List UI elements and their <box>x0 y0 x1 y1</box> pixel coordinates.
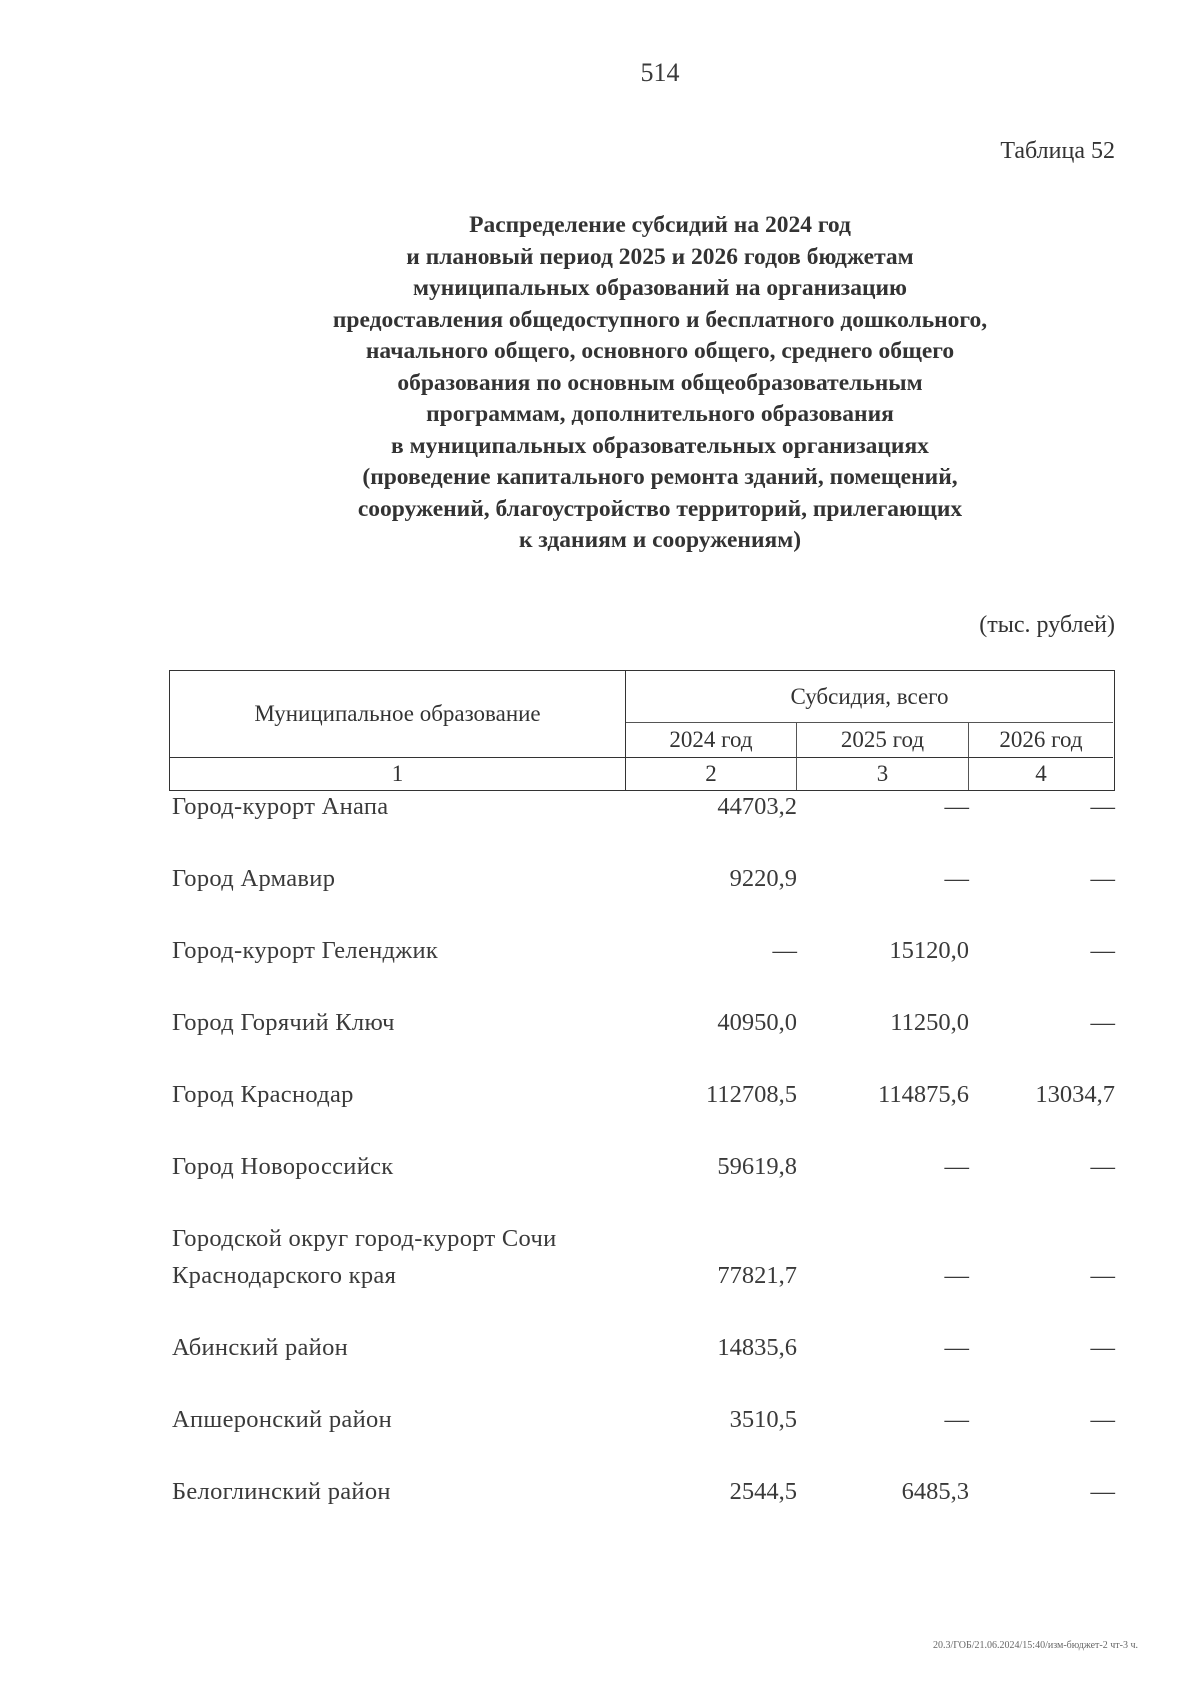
header-year-2025: 2025 год <box>797 723 969 758</box>
municipality-name: Белоглинский район <box>172 1478 391 1505</box>
value-2026: — <box>1090 1478 1115 1505</box>
document-title <box>160 210 1160 557</box>
value-2026: — <box>1090 937 1115 964</box>
municipality-name <box>172 1220 636 1294</box>
title-line: сооружений, благоустройство территорий, прилегающих <box>357 495 963 522</box>
title-line: образования по основным общеобразовательным <box>397 369 923 396</box>
column-number: 2 <box>626 758 797 790</box>
municipality-name: Город Горячий Ключ <box>172 1009 395 1036</box>
value-2025: 6485,3 <box>901 1478 969 1505</box>
value-2026: — <box>1090 1406 1115 1433</box>
column-number: 4 <box>1035 761 1047 786</box>
table-row <box>172 1004 1115 1041</box>
value-2026: 13034,7 <box>1035 1081 1115 1108</box>
table-row <box>172 788 1115 825</box>
value-2025: 114875,6 <box>878 1081 969 1108</box>
value-2026: — <box>1090 1334 1115 1361</box>
value-2024: 59619,8 <box>717 1153 797 1180</box>
value-2024: — <box>772 937 797 964</box>
table-row <box>172 1329 1115 1366</box>
value-2025: 11250,0 <box>890 1009 969 1036</box>
municipality-name: Город Армавир <box>172 865 336 892</box>
title-line: программам, дополнительного образования <box>426 401 894 427</box>
value-2025: 15120,0 <box>889 937 969 964</box>
table-row <box>172 1220 1115 1294</box>
title-line: муниципальных образований на организацию <box>413 275 907 301</box>
municipality-name: Город-курорт Анапа <box>172 793 389 820</box>
table-body <box>172 788 1115 1545</box>
table-label: Таблица 52 <box>1000 138 1115 164</box>
value-2024: 44703,2 <box>717 793 797 820</box>
document-footer-code: 20.3/ГОБ/21.06.2024/15:40/изм-бюджет-2 чт-3 ч. <box>932 1640 1138 1651</box>
table-row <box>172 1148 1115 1185</box>
value-2025: — <box>944 1334 969 1361</box>
table-row <box>172 932 1115 969</box>
municipality-name-line: Городской округ город-курорт Сочи <box>172 1225 557 1252</box>
column-number: 1 <box>170 758 626 790</box>
municipality-name-line: Краснодарского края <box>172 1262 397 1289</box>
municipality-name: Город Новороссийск <box>172 1153 394 1180</box>
table-header <box>169 670 1115 791</box>
page-number: 514 <box>640 58 680 87</box>
header-year-2024: 2024 год <box>626 723 797 758</box>
title-line: и плановый период 2025 и 2026 годов бюджетам <box>406 243 914 270</box>
value-2026: — <box>1090 1009 1115 1036</box>
value-2025: — <box>944 1262 969 1289</box>
municipality-name: Апшеронский район <box>172 1406 392 1433</box>
municipality-name: Город-курорт Геленджик <box>172 937 439 964</box>
value-2024: 9220,9 <box>729 865 797 892</box>
title-line: предоставления общедоступного и бесплатного дошкольного, <box>332 306 988 333</box>
header-year-2026: 2026 год <box>969 723 1113 758</box>
table-row <box>172 1401 1115 1438</box>
value-2024: 40950,0 <box>717 1009 797 1036</box>
table-row <box>172 860 1115 897</box>
title-line: к зданиям и сооружениям) <box>518 527 802 553</box>
value-2026: — <box>1090 1262 1115 1289</box>
municipality-name: Абинский район <box>172 1334 349 1361</box>
value-2026: — <box>1090 793 1115 820</box>
value-2025: — <box>944 1406 969 1433</box>
title-line: (проведение капитального ремонта зданий, помещений, <box>362 464 958 490</box>
municipality-name: Город Краснодар <box>172 1081 354 1108</box>
value-2024: 3510,5 <box>729 1406 797 1433</box>
value-2024: 14835,6 <box>717 1334 797 1361</box>
value-2025: — <box>944 865 969 892</box>
table-row <box>172 1473 1115 1510</box>
value-2025: — <box>944 793 969 820</box>
value-2024: 112708,5 <box>706 1081 797 1108</box>
title-line: в муниципальных образовательных организациях <box>391 432 929 459</box>
header-municipality: Муниципальное образование <box>170 671 626 758</box>
header-subsidy-total: Субсидия, всего <box>626 671 1113 723</box>
value-2025: — <box>944 1153 969 1180</box>
value-2024: 2544,5 <box>729 1478 797 1505</box>
title-line: начального общего, основного общего, среднего общего <box>365 338 955 364</box>
column-number: 3 <box>797 758 969 790</box>
table-row <box>172 1076 1115 1113</box>
title-line: Распределение субсидий на 2024 год <box>469 212 851 238</box>
units-label: (тыс. рублей) <box>979 612 1115 638</box>
value-2026: — <box>1090 1153 1115 1180</box>
value-2024: 77821,7 <box>717 1262 797 1289</box>
value-2026: — <box>1090 865 1115 892</box>
